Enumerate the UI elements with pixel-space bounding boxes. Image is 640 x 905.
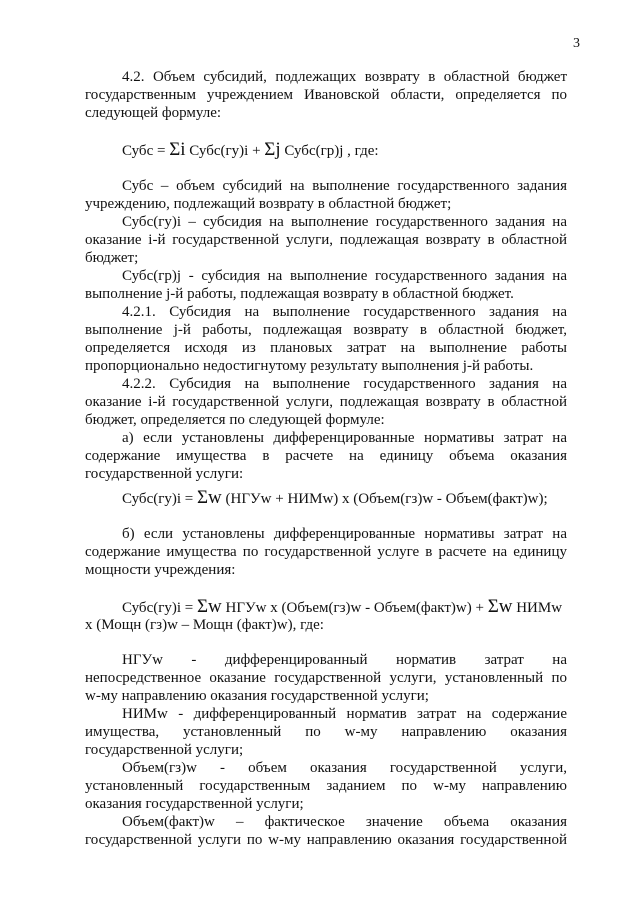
text-line: государственной услуги:: [85, 466, 244, 482]
text-line: государственным учреждением Ивановской области, определяется по: [85, 87, 567, 103]
text-line: государственной услуги;: [85, 742, 244, 758]
text-line: установленный государственным заданием по w-му направлению: [85, 778, 567, 794]
text-line: содержание имущества по государственной услуге в расчете на единицу: [85, 544, 567, 560]
text-line: бюджет;: [85, 250, 139, 266]
formula-subs-gu-b: Субс(гу)i = Σw НГУw x (Объем(гз)w - Объем(факт)w) + Σw НИМw: [122, 596, 563, 617]
text-line: содержание имущества в расчете на единицу объема оказания: [85, 448, 567, 464]
text-line: а) если установлены дифференцированные нормативы затрат на: [122, 430, 567, 446]
text-line: выполнение j-й работы, подлежащая возврату в областной бюджет.: [85, 286, 514, 302]
text-line: 4.2.1. Субсидия на выполнение государственного задания на: [122, 304, 567, 320]
text-line: оказания государственной услуги;: [85, 796, 304, 812]
text-line: НГУw - дифференцированный норматив затрат на: [122, 652, 567, 668]
text-line: государственной услуги по w-му направлению оказания государственной: [85, 832, 567, 848]
text-line: выполнение j-й работы, подлежащая возврату в областной бюджет,: [85, 322, 567, 338]
text-line: Субс(гу)i – субсидия на выполнение государственного задания на: [122, 214, 567, 230]
formula-subs-gu-b-cont: x (Мощн (гз)w – Мощн (факт)w), где:: [85, 617, 324, 633]
text-line: бюджет, определяется по следующей формуле:: [85, 412, 385, 428]
text-line: определяется исходя из плановых затрат на выполнение работы: [85, 340, 567, 356]
text-line: учреждению, подлежащий возврату в областной бюджет;: [85, 196, 452, 212]
text-line: оказание i-й государственной услуги, подлежащая возврату в областной: [85, 232, 567, 248]
formula-subs-gu-a: Субс(гу)i = Σw (НГУw + НИМw) x (Объем(гз)w - Объем(факт)w);: [122, 487, 548, 508]
text-line: Субс – объем субсидий на выполнение государственного задания: [122, 178, 567, 194]
text-line: пропорционально недостигнутому результату выполнения j-й работы.: [85, 358, 534, 374]
text-line: НИМw - дифференцированный норматив затрат на содержание: [122, 706, 567, 722]
text-line: непосредственное оказание государственной услуги, установленный по: [85, 670, 567, 686]
text-line: 4.2. Объем субсидий, подлежащих возврату в областной бюджет: [122, 69, 567, 85]
text-line: следующей формуле:: [85, 105, 222, 121]
formula-subs-total: Субс = Σi Субс(гу)i + Σj Субс(гр)j , где:: [122, 139, 379, 160]
text-line: Объем(гз)w - объем оказания государственной услуги,: [122, 760, 567, 776]
text-line: Субс(гр)j - субсидия на выполнение государственного задания на: [122, 268, 567, 284]
text-line: Объем(факт)w – фактическое значение объема оказания: [122, 814, 567, 830]
text-line: 4.2.2. Субсидия на выполнение государственного задания на: [122, 376, 567, 392]
text-line: б) если установлены дифференцированные нормативы затрат на: [122, 526, 567, 542]
text-line: оказание i-й государственной услуги, подлежащая возврату в областной: [85, 394, 567, 410]
text-line: мощности учреждения:: [85, 562, 236, 578]
page-number: 3: [573, 36, 580, 51]
text-line: w-му направлению оказания государственной услуги;: [85, 688, 429, 704]
text-line: имущества, установленный по w-му направлению оказания: [85, 724, 567, 740]
